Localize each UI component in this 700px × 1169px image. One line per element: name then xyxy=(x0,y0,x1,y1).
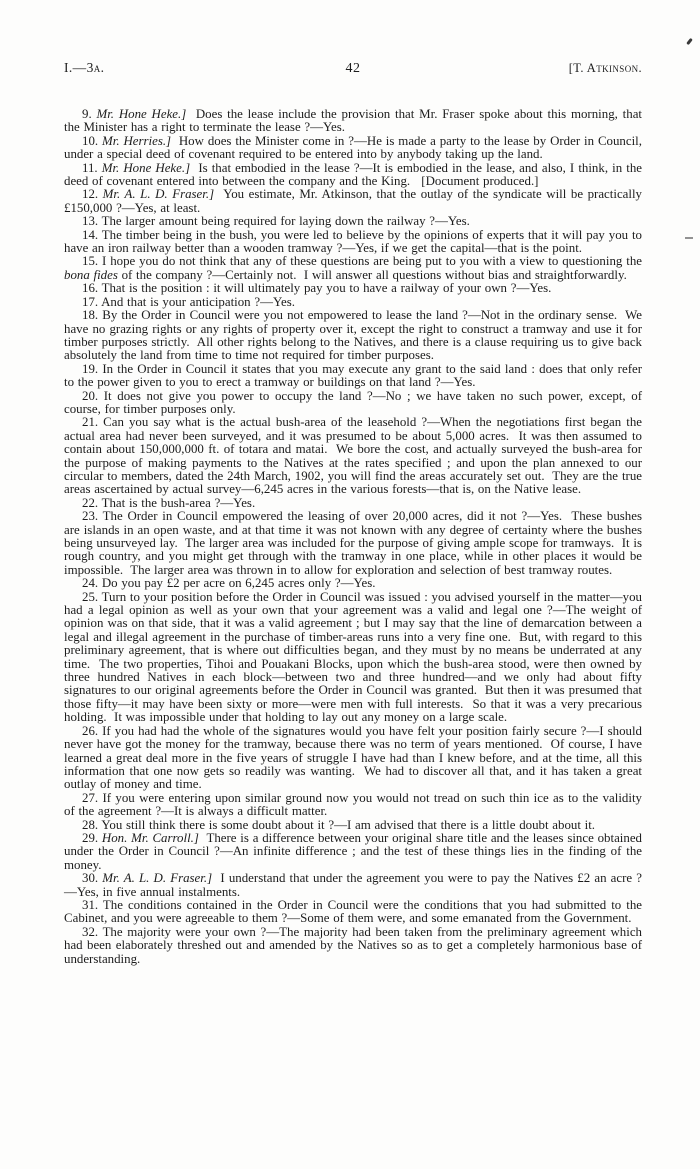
qa-paragraph: 15. I hope you do not think that any of these questions are being put to you with a view to questioning the bona fides of the company ?—Certainly not. I will answer all questions without bias and straightforwardly. xyxy=(64,254,646,282)
speaker-name: Hon. Mr. Carroll.] xyxy=(101,830,207,845)
question-number: 9. xyxy=(82,107,97,121)
question-number: 27. xyxy=(82,790,103,805)
question-number: 22. xyxy=(82,495,102,510)
qa-paragraph: 27. If you were entering upon similar ground now you would not tread on such thin ice as to the validity of the agreement ?—It is always a difficult matter. xyxy=(64,790,646,819)
question-number: 32. xyxy=(82,924,103,939)
testimony-body xyxy=(64,107,646,966)
question-number: 15. xyxy=(82,254,103,269)
qa-paragraph: 21. Can you say what is the actual bush-area of the leasehold ?—When the negotiations first began the actual area had never been surveyed, and it was presumed to be about 5,000 acres. It was then assumed to contain about 150,000,000 ft. of totara and matai. We bore the cost, and actually surveyed the bush-area for the purpose of making payments to the Natives at the rates specified ; and upon the plan annexed to our circular to members, dated the 24th March, 1902, you will find the areas accurately set out. They are the true areas ascertained by actual survey—6,245 acres in the various forests—that is, on the Native lease. xyxy=(64,415,646,497)
question-number: 11. xyxy=(82,160,102,175)
witness-name: [T. Atkinson. xyxy=(568,61,643,75)
qa-paragraph: 16. That is the position : it will ultimately pay you to have a railway of your own ?—Yes. xyxy=(82,281,552,296)
qa-paragraph: 10. Mr. Herries.] How does the Minister come in ?—He is made a party to the lease by Order in Council, under a special deed of covenant required to be entered into by anybody taking up the land. xyxy=(64,133,646,162)
italic-phrase: bona fides xyxy=(64,267,118,282)
speaker-name: Mr. Hone Heke.] xyxy=(101,160,199,175)
folio-number: I.—3a. xyxy=(64,60,105,75)
speaker-name: Mr. A. L. D. Fraser.] xyxy=(102,871,221,886)
qa-paragraph: 31. The conditions contained in the Order in Council were the conditions that you had submitted to the Cabinet, and you were agreeable to them ?—Some of them were, and some emanated from the Government. xyxy=(64,897,646,926)
question-number: 20. xyxy=(82,388,104,403)
qa-paragraph: 29. Hon. Mr. Carroll.] There is a difference between your original share title and the leases since obtained under the Order in Council ?—An infinite difference ; and the test of these things lies in the finding of the money. xyxy=(64,830,646,872)
qa-paragraph: 23. The Order in Council empowered the leasing of over 20,000 acres, did it not ?—Yes. These bushes are islands in an open waste, and at that time it was not known with any degree of certainty where the bushes being unsurveyed lay. The larger area was included for the purpose of giving ample scope for tramways. It is rough country, and you might get through with the tramway in one place, while in other places it would be impossible. The larger area was thrown in to allow for exploration and selection of best tramway routes. xyxy=(64,509,646,577)
qa-paragraph: 30. Mr. A. L. D. Fraser.] I understand that under the agreement you were to pay the Natives £2 an acre ?—Yes, in five annual instalments. xyxy=(64,871,642,899)
qa-paragraph: 13. The larger amount being required for laying down the railway ?—Yes. xyxy=(82,214,470,229)
question-number: 17. xyxy=(82,294,102,309)
question-number: 21. xyxy=(82,415,104,430)
question-number: 25. xyxy=(82,589,102,604)
question-number: 18. xyxy=(82,308,103,323)
speaker-name: Mr. A. L. D. Fraser.] xyxy=(102,187,224,202)
qa-paragraph: 18. By the Order in Council were you not empowered to lease the land ?—Not in the ordinary sense. We have no grazing rights or any rights of property over it, except the right to construct a tramway and use it for timber purposes strictly. All other rights belong to the Natives, and there is a clause requiring us to give back absolutely the land from time to time not required for timber purposes. xyxy=(64,308,646,363)
qa-paragraph: 24. Do you pay £2 per acre on 6,245 acres only ?—Yes. xyxy=(82,576,376,591)
question-number: 16. xyxy=(82,281,102,296)
qa-paragraph: 32. The majority were your own ?—The majority had been taken from the preliminary agreement which had been elaborately threshed out and amended by the Natives so as to get a completely harmonious base of understanding. xyxy=(64,924,646,966)
page-header xyxy=(0,0,700,77)
qa-paragraph: 28. You still think there is some doubt about it ?—I am advised that there is a little doubt about it. xyxy=(82,817,596,832)
qa-paragraph: 14. The timber being in the bush, you were led to believe by the opinions of experts that it will pay you to have an iron railway better than a wooden tramway ?—Yes, if we get the capital—that is the point. xyxy=(64,227,646,256)
page-number: 42 xyxy=(345,61,361,76)
qa-paragraph: 19. In the Order in Council it states that you may execute any grant to the said land : does that only refer to the power given to you to erect a tramway or buildings on that land ?—Yes. xyxy=(64,361,646,390)
speaker-name: Mr. Herries.] xyxy=(102,133,179,148)
speaker-name: Mr. Hone Heke.] xyxy=(96,107,196,121)
qa-paragraph: 25. Turn to your position before the Order in Council was issued : you advised yourself in the matter—you had a legal opinion as well as your own that your agreement was a valid and legal one ?—The weight of opinion was on that side, that it was a valid agreement ; but I may say that the line of demarcation between a legal and illegal agreement in the purchase of timber-areas runs into a very fine one. But, with regard to this preliminary agreement, that is where out difficulties began, and they must by no means be underrated at any time. The two properties, Tihoi and Pouakani Blocks, upon which the bush-area stood, were then owned by three hundred Natives in each block—between two and three hundred—and we only had about fifty signatures to our original agreements before the Order in Council was granted. But then it was presumed that those fifty—it may have been sixty or more—were men with full interests. So that it was a very precarious holding. It was impossible under that holding to lay out any money on a large scale. xyxy=(64,589,646,725)
question-number: 10. xyxy=(82,133,103,148)
qa-paragraph: 12. Mr. A. L. D. Fraser.] You estimate, Mr. Atkinson, that the outlay of the syndicate will be practically £150,000 ?—Yes, at least. xyxy=(64,187,646,215)
qa-paragraph: 9. Mr. Hone Heke.] Does the lease include the provision that Mr. Fraser spoke about this morning, that the Minister has a right to terminate the lease ?—Yes. xyxy=(64,107,646,135)
qa-paragraph: 20. It does not give you power to occupy the land ?—No ; we have taken no such power, except, of course, for timber purposes only. xyxy=(64,388,646,416)
question-number: 31. xyxy=(82,897,103,912)
qa-paragraph: 26. If you had had the whole of the signatures would you have felt your position fairly secure ?—I should never have got the money for the tramway, because there was no term of years mentioned. Of course, I have learned a great deal more in the five years of struggle I have had than I knew before, and at the time, all this information that one now gets so readily was wanting. We had to discover all that, and it has taken a great outlay of money and time. xyxy=(64,723,646,792)
question-number: 26. xyxy=(82,723,103,738)
question-number: 28. xyxy=(82,817,102,832)
question-number: 13. xyxy=(82,214,102,229)
question-number: 12. xyxy=(82,187,103,202)
scan-artifact-dash xyxy=(685,237,693,239)
question-number: 24. xyxy=(82,576,102,591)
question-number: 19. xyxy=(82,361,103,376)
question-number: 29. xyxy=(82,830,102,845)
question-number: 30. xyxy=(82,871,103,886)
qa-paragraph: 17. And that is your anticipation ?—Yes. xyxy=(82,294,295,309)
question-number: 14. xyxy=(82,227,102,242)
qa-paragraph: 22. That is the bush-area ?—Yes. xyxy=(82,495,256,510)
question-number: 23. xyxy=(82,509,103,524)
qa-paragraph: 11. Mr. Hone Heke.] Is that embodied in the lease ?—It is embodied in the lease, and also, I think, in the deed of covenant entered into between the company and the King. [Document produced.] xyxy=(64,160,646,189)
